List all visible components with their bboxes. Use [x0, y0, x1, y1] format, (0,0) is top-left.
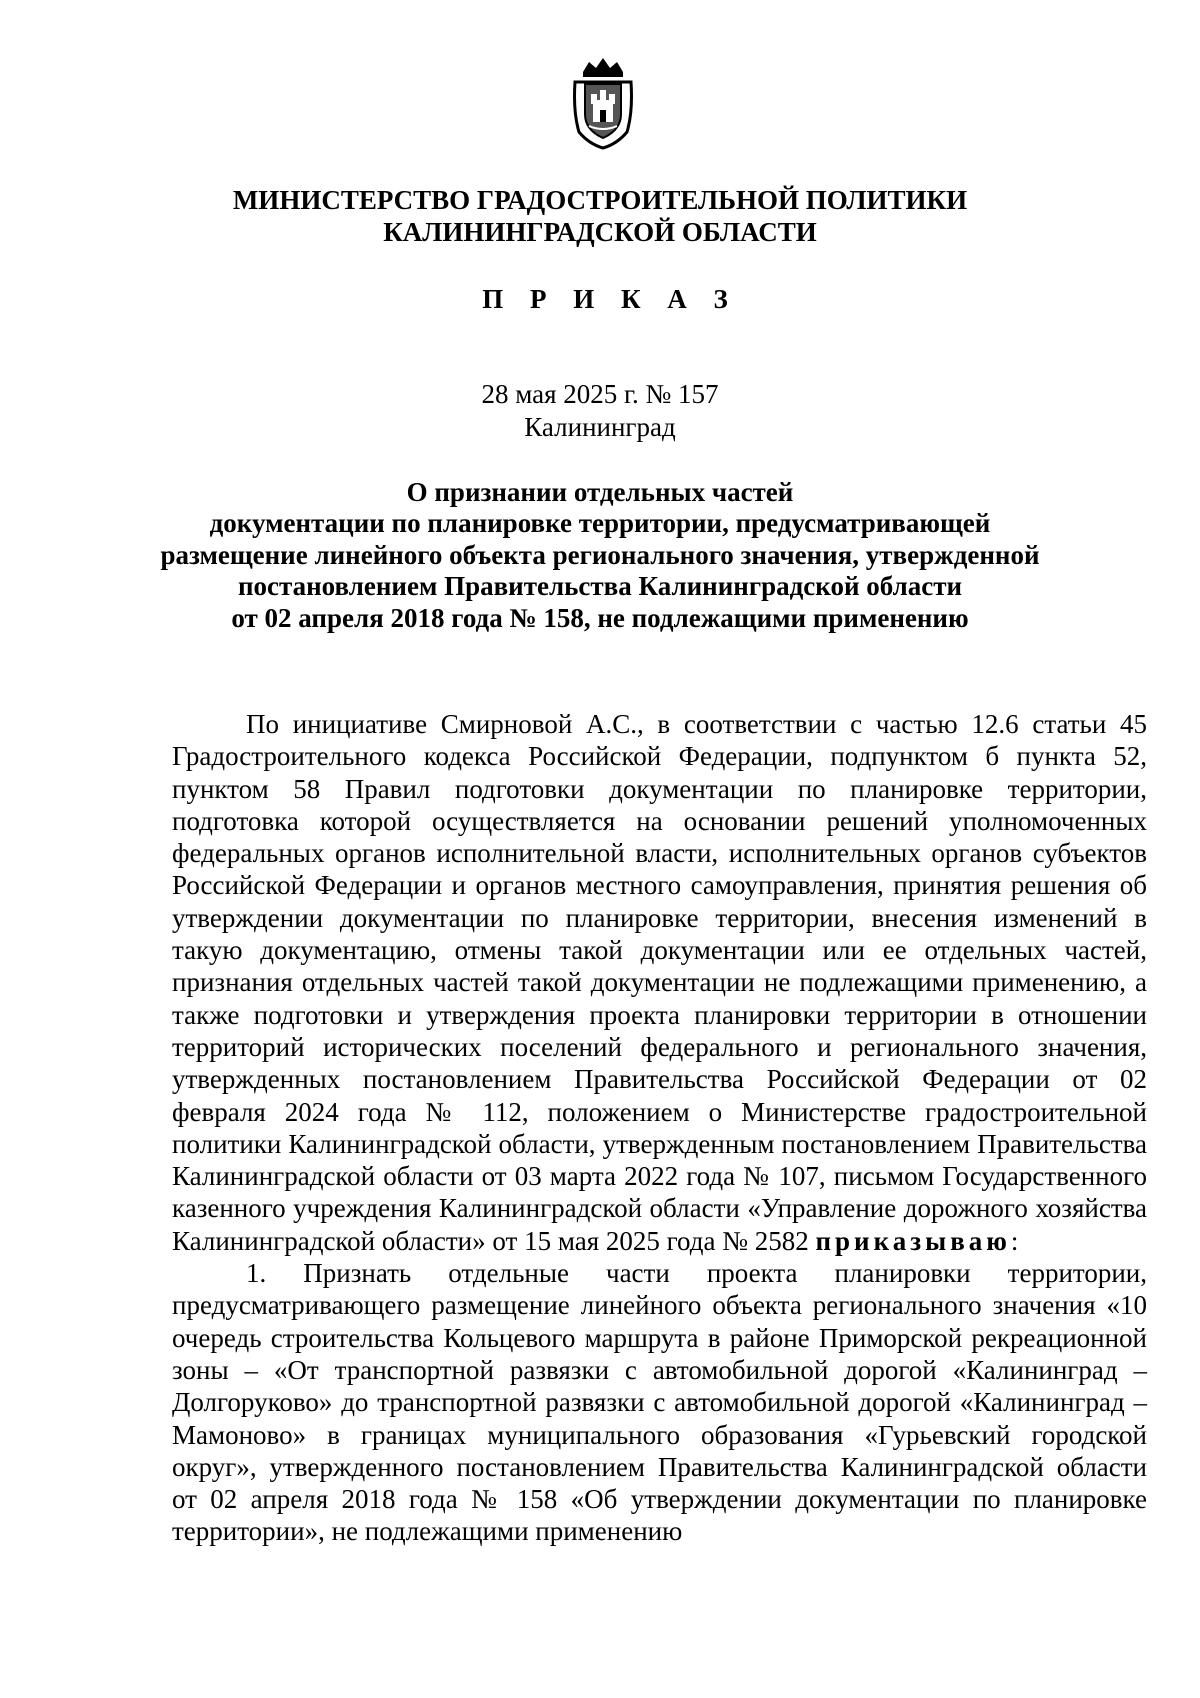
preamble-colon: : — [1010, 1225, 1019, 1256]
ministry-line-2: КАЛИНИНГРАДСКОЙ ОБЛАСТИ — [383, 217, 817, 247]
date-number: 28 мая 2025 г. № 157 — [481, 379, 719, 409]
document-type: П Р И К А З — [482, 284, 738, 314]
document-body — [172, 708, 1147, 1548]
item-1-paragraph: 1. Признать отдельные части проекта планировки территории, предусматривающего размещение линейного объекта регионального значения «10 очередь строительства Кольцевого маршрута в районе Приморской рекреационной зоны – «От транспортной развязки с автомобильной дорогой «Калининград – Долгоруково» до транспортной развязки с автомобильной дорогой «Калининград – Мамоново» в границах муниципального образования «Гурьевский городской округ», утвержденного постановлением Правительства Калининградской области от 02 апреля 2018 года № 158 «Об утверждении документации по планировке территории», не подлежащими применению — [172, 1258, 1147, 1547]
title-line-4: постановлением Правительства Калининградской области — [237, 571, 963, 602]
order-keyword: приказываю — [815, 1225, 1011, 1256]
preamble-paragraph — [172, 708, 1147, 1257]
title-line-5: от 02 апреля 2018 года № 158, не подлежащими применению — [231, 602, 969, 633]
ministry-heading — [0, 184, 1200, 248]
title-line-1: О признании отдельных частей — [406, 477, 794, 507]
ministry-line-1: МИНИСТЕРСТВО ГРАДОСТРОИТЕЛЬНОЙ ПОЛИТИКИ — [232, 185, 968, 215]
document-title — [0, 477, 1200, 634]
coat-of-arms-icon — [569, 52, 637, 150]
title-line-3: размещение линейного объекта регионального значения, утвержденной — [160, 539, 1040, 570]
city: Калининград — [524, 412, 676, 442]
preamble-text: По инициативе Смирновой А.С., в соответствии с частью 12.6 статьи 45 Градостроительного кодекса Российской Федерации, подпунктом б пункта 52, пунктом 58 Правил подготовки документации по планировке территории, подготовка которой осуществляется на основании решений уполномоченных федеральных органов исполнительной власти, исполнительных органов субъектов Российской Федерации и органов местного самоуправления, принятия решения об утверждении документации по планировке территории, внесения изменений в такую документацию, отмены такой документации или ее отдельных частей, признания отдельных частей такой документации не подлежащими применению, а также подготовки и утверждения проекта планировки территории в отношении территорий исторических поселений федерального и регионального значения, утвержденных постановлением Правительства Российской Федерации от 02 февраля 2024 года № 112, положением о Министерстве градостроительной политики Калининградской области, утвержденным постановлением Правительства Калининградской области от 03 марта 2022 года № 107, письмом Государственного казенного учреждения Калининградской области «Управление дорожного хозяйства Калининградской области» от 15 мая 2025 года № 2582 — [172, 709, 1147, 1256]
title-line-2: документации по планировке территории, предусматривающей — [209, 508, 991, 539]
